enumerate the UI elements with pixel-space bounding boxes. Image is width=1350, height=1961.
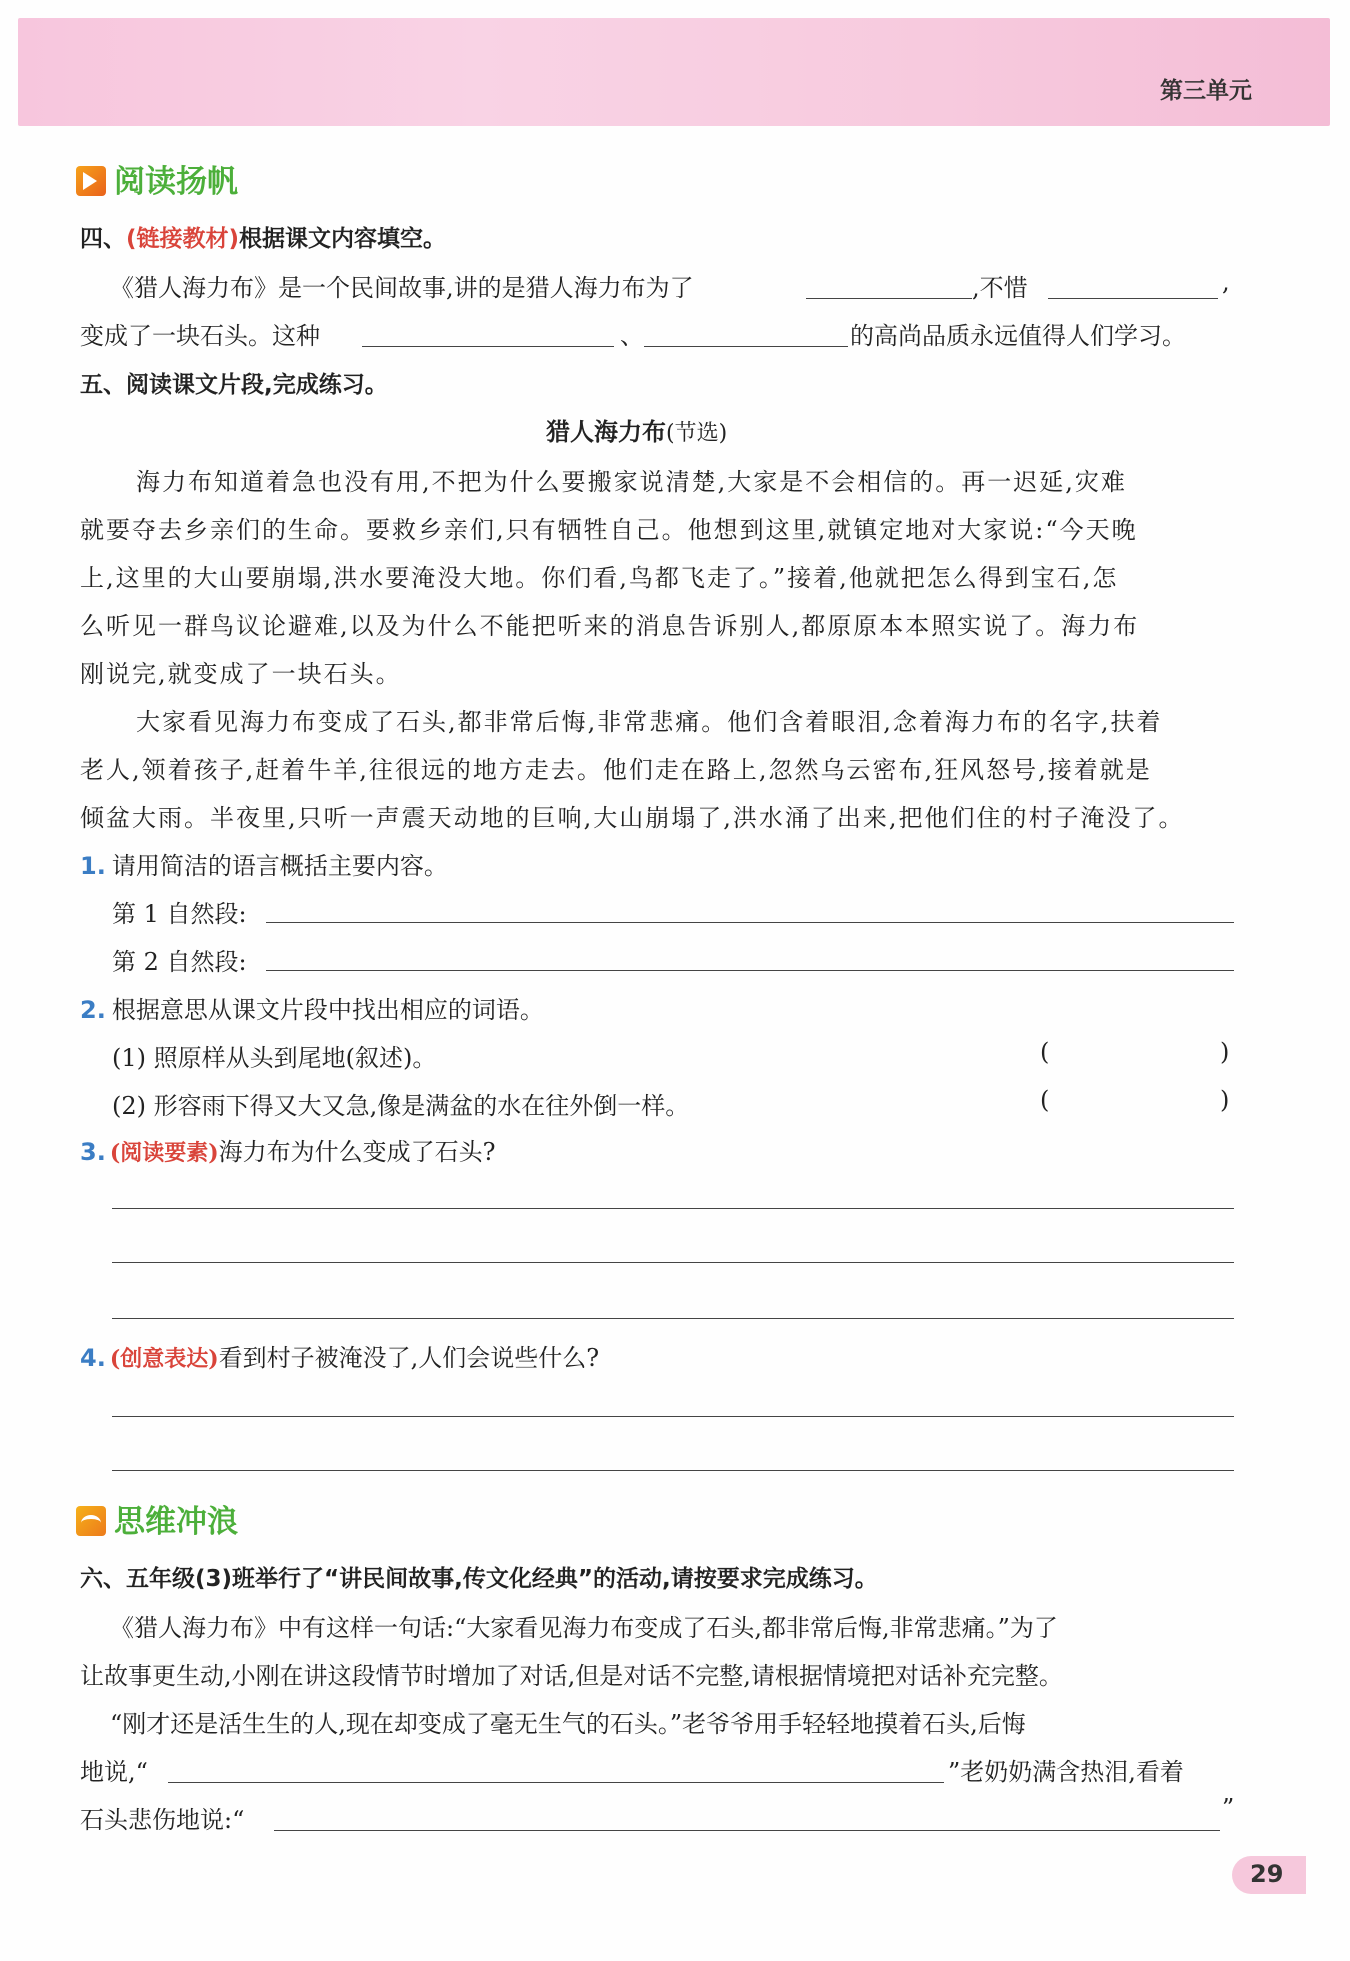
q6-heading: 六、五年级(3)班举行了“讲民间故事,传文化经典”的活动,请按要求完成练习。 — [80, 1566, 878, 1592]
q4-line2-sep: 、 — [620, 322, 644, 350]
passage-title-block — [546, 412, 727, 447]
q5-s2 — [80, 990, 544, 1025]
section-reading-label: 阅读扬帆 — [114, 164, 238, 200]
passage-subtitle: (节选) — [666, 421, 728, 446]
q6-blank-grandma[interactable] — [274, 1830, 1220, 1831]
q5-s1 — [80, 846, 448, 881]
section-heading-thinking — [76, 1496, 238, 1541]
q5-s2-text: 根据意思从课文片段中找出相应的词语。 — [111, 996, 544, 1024]
q4-line1-end: , — [1222, 268, 1230, 296]
q5-s4-answer-line-1[interactable] — [112, 1416, 1234, 1417]
q4-line1-text: 《猎人海力布》是一个民间故事,讲的是猎人海力布为了 — [110, 274, 694, 302]
q5-s4-tag: (创意表达) — [109, 1346, 219, 1372]
q4-blank-4[interactable] — [644, 346, 848, 347]
header-band — [18, 18, 1330, 126]
passage-title: 猎人海力布 — [546, 418, 666, 446]
q5-heading: 五、阅读课文片段,完成练习。 — [80, 372, 388, 398]
q5-s2-item1-close: ) — [1220, 1038, 1230, 1066]
q5-s4 — [80, 1338, 599, 1373]
q5-s2-item2-open: ( — [1040, 1086, 1050, 1114]
passage-p1-line2: 就要夺去乡亲们的生命。要救乡亲们,只有牺牲自己。他想到这里,就镇定地对大家说:“今天晚 — [80, 516, 1138, 544]
q4-tag: (链接教材) — [126, 226, 240, 252]
q6-line3: “刚才还是活生生的人,现在却变成了毫无生气的石头。”老爷爷用手轻轻地摸着石头,后悔 — [110, 1710, 1026, 1738]
q6-line4-end: ”老奶奶满含热泪,看着 — [948, 1758, 1184, 1786]
passage-p1-line3: 上,这里的大山要崩塌,洪水要淹没大地。你们看,鸟都飞走了。”接着,他就把怎么得到宝石,怎 — [80, 564, 1119, 592]
q6-line5-end: ” — [1222, 1794, 1235, 1822]
q5-s1-answer-line-b[interactable] — [266, 970, 1234, 971]
q5-s1-label-b: 第 2 自然段: — [112, 948, 247, 976]
q5-s1-number: 1. — [80, 852, 106, 880]
q4-line2-end: 的高尚品质永远值得人们学习。 — [850, 322, 1186, 350]
q6-line2: 让故事更生动,小刚在讲这段情节时增加了对话,但是对话不完整,请根据情境把对话补充完整。 — [80, 1662, 1063, 1690]
wave-icon — [76, 1506, 106, 1536]
q6-line1: 《猎人海力布》中有这样一句话:“大家看见海力布变成了石头,都非常后悔,非常悲痛。”为了 — [110, 1614, 1058, 1642]
unit-title: 第三单元 — [1160, 78, 1252, 104]
q5-s2-number: 2. — [80, 996, 106, 1024]
q5-s1-label-a: 第 1 自然段: — [112, 900, 247, 928]
section-heading-reading — [76, 156, 238, 201]
q5-s3-answer-line-1[interactable] — [112, 1208, 1234, 1209]
q5-s4-answer-line-2[interactable] — [112, 1470, 1234, 1471]
page-number: 29 — [1250, 1860, 1284, 1888]
q5-s3-answer-line-2[interactable] — [112, 1262, 1234, 1263]
passage-p1-line4: 么听见一群鸟议论避难,以及为什么不能把听来的消息告诉别人,都原原本本照实说了。海力布 — [80, 612, 1140, 640]
passage-p1-line1: 海力布知道着急也没有用,不把为什么要搬家说清楚,大家是不会相信的。再一迟延,灾难 — [136, 468, 1127, 496]
passage-p2-line1: 大家看见海力布变成了石头,都非常后悔,非常悲痛。他们含着眼泪,念着海力布的名字,扶着 — [136, 708, 1163, 736]
q4-blank-1[interactable] — [806, 298, 972, 299]
q5-s2-item1-open: ( — [1040, 1038, 1050, 1066]
q5-s1-answer-line-a[interactable] — [266, 922, 1234, 923]
q5-s4-text: 看到村子被淹没了,人们会说些什么? — [218, 1344, 600, 1372]
q4-line1-sep: ,不惜 — [972, 274, 1028, 302]
q5-s3 — [80, 1132, 496, 1167]
q5-s2-item1: (1) 照原样从头到尾地(叙述)。 — [112, 1044, 437, 1072]
q6-blank-grandpa[interactable] — [168, 1782, 944, 1783]
q4-line2-text: 变成了一块石头。这种 — [80, 322, 320, 350]
q5-s3-number: 3. — [80, 1138, 106, 1166]
q4-instruction: 根据课文内容填空。 — [239, 226, 447, 252]
q6-line5-start: 石头悲伤地说:“ — [80, 1806, 245, 1834]
q4-blank-3[interactable] — [362, 346, 614, 347]
q5-s2-item2: (2) 形容雨下得又大又急,像是满盆的水在往外倒一样。 — [112, 1092, 690, 1120]
q6-line4-start: 地说,“ — [80, 1758, 148, 1786]
q5-s3-tag: (阅读要素) — [109, 1140, 219, 1166]
section-thinking-label: 思维冲浪 — [114, 1504, 238, 1540]
passage-p1-line5: 刚说完,就变成了一块石头。 — [80, 660, 402, 688]
sail-icon — [76, 166, 106, 196]
q5-s2-item2-close: ) — [1220, 1086, 1230, 1114]
q4-blank-2[interactable] — [1048, 298, 1218, 299]
q5-s3-answer-line-3[interactable] — [112, 1318, 1234, 1319]
q5-s3-text: 海力布为什么变成了石头? — [218, 1138, 496, 1166]
q4-heading — [80, 220, 446, 253]
q5-s4-number: 4. — [80, 1344, 106, 1372]
q4-prefix: 四、 — [80, 226, 126, 252]
q5-s1-text: 请用简洁的语言概括主要内容。 — [111, 852, 448, 880]
passage-p2-line2: 老人,领着孩子,赶着牛羊,往很远的地方走去。他们走在路上,忽然乌云密布,狂风怒号,接着就是 — [80, 756, 1152, 784]
passage-p2-line3: 倾盆大雨。半夜里,只听一声震天动地的巨响,大山崩塌了,洪水涌了出来,把他们住的村子淹没了。 — [80, 804, 1185, 832]
